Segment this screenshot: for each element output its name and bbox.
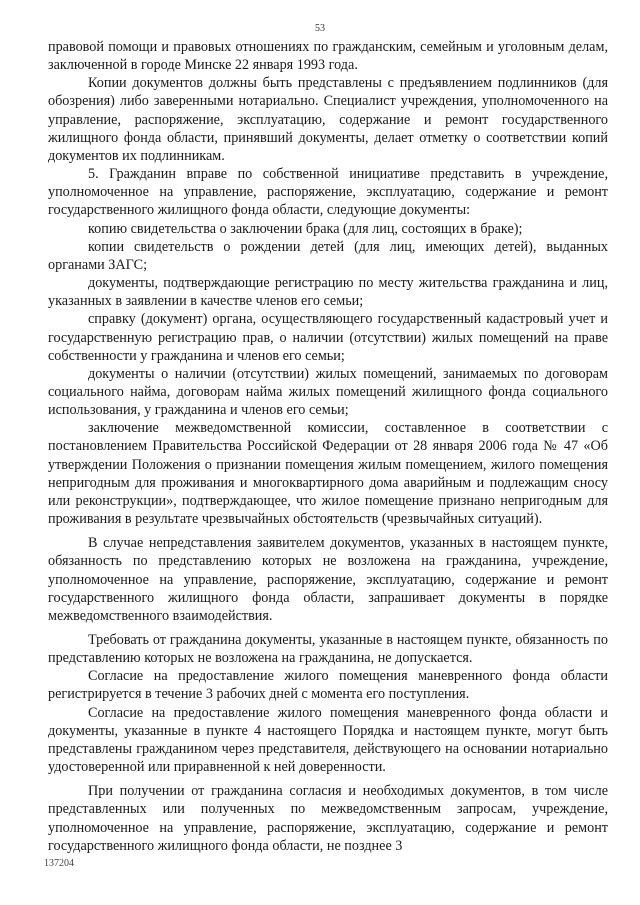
list-item-marriage-certificate: копию свидетельства о заключении брака (для лиц, состоящих в браке); <box>88 220 523 237</box>
paragraph-consent-registration: Согласие на предоставление жилого помещения маневренного фонда области регистрируется в течение 3 рабочих дней с момента его поступления. <box>48 668 608 703</box>
list-item-cadastral-certificate: справку (документ) органа, осуществляющего государственный кадастровый учет и государственную регистрацию прав, о наличии (отсутствии) жилых помещений на праве собственности у гражданина и членов его семьи; <box>48 311 608 364</box>
paragraph-prohibition: Требовать от гражданина документы, указанные в настоящем пункте, обязанность по представлению которых не возложена на гражданина, не допускается. <box>48 632 608 667</box>
paragraph-continuation: правовой помощи и правовых отношениях по гражданским, семейным и уголовным делам, заключенной в городе Минске 22 января 1993 года. <box>48 39 608 74</box>
list-item-birth-certificates: копии свидетельств о рождении детей (для лиц, имеющих детей), выданных органами ЗАГС; <box>48 238 608 273</box>
paragraph-representative: Согласие на предоставление жилого помещения маневренного фонда области и документы, указанные в пункте 4 настоящего Порядка и настоящем пункте, могут быть представлены гражданином через представителя, действующего на основании нотариально удостоверенной или приравненной к ней доверенности. <box>48 704 608 776</box>
page-number: 53 <box>315 23 325 34</box>
paragraph-copies-requirement: Копии документов должны быть представлены с предъявлением подлинников (для обозрения) либо заверенными нотариально. Специалист учреждения, уполномоченного на управление, распоряжение, эксплуатацию, содержание и ремонт государственного жилищного фонда области, принявший документы, делает отметку о соответствии копий документов их подлинникам. <box>48 75 608 164</box>
paragraph-item-5: 5. Гражданин вправе по собственной инициативе представить в учреждение, уполномоченное на управление, распоряжение, эксплуатацию, содержание и ремонт государственного жилищного фонда области, следующие документы: <box>48 166 608 219</box>
document-code: 137204 <box>44 858 74 869</box>
paragraph-upon-receipt: При получении от гражданина согласия и необходимых документов, в том числе представленных или полученных по межведомственным запросам, учреждение, уполномоченное на управление, распоряжение, эксплуатацию, содержание и ремонт государственного жилищного фонда области, не позднее 3 <box>48 783 608 854</box>
paragraph-interagency-request: В случае непредставления заявителем документов, указанных в настоящем пункте, обязанность по представлению которых не возложена на гражданина, учреждение, уполномоченное на управление, распоряжение, эксплуатацию, содержание и ремонт государственного жилищного фонда области, запрашивает документы в порядке межведомственного взаимодействия. <box>48 535 608 624</box>
list-item-social-housing-docs: документы о наличии (отсутствии) жилых помещений, занимаемых по договорам социального найма, договорам найма жилых помещений жилищного фонда социального использования, у гражданина и членов его семьи; <box>48 365 608 419</box>
document-body <box>48 38 608 855</box>
list-item-commission-conclusion: заключение межведомственной комиссии, составленное в соответствии с постановлением Правительства Российской Федерации от 28 января 2006 года № 47 «Об утверждении Положения о признании помещения жилым помещением, жилого помещения непригодным для проживания и многоквартирного дома аварийным и подлежащим сносу или реконструкции», подтверждающее, что жилое помещение признано непригодным для проживания в результате чрезвычайных обстоятельств (чрезвычайных ситуаций). <box>48 420 608 528</box>
list-item-registration-docs: документы, подтверждающие регистрацию по месту жительства гражданина и лиц, указанных в заявлении в качестве членов его семьи; <box>48 275 608 310</box>
